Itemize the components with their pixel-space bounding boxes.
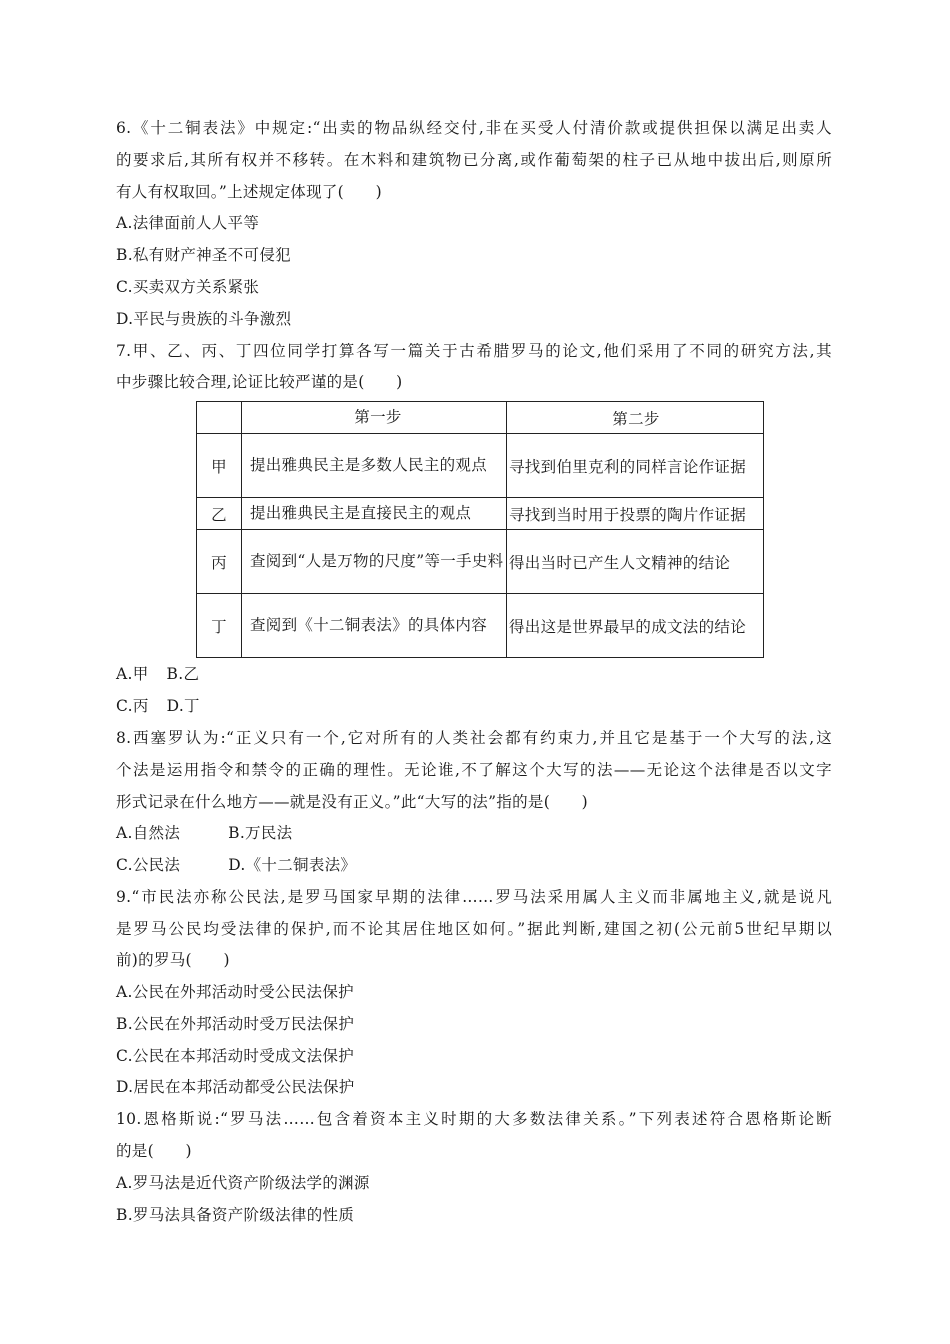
research-methods-table: [196, 401, 764, 658]
table-header-step2: 第二步: [507, 402, 764, 434]
row-student-name: 甲: [197, 434, 242, 498]
q7-option-a: A.甲: [116, 665, 149, 683]
row-step2: 得出当时已产生人文精神的结论: [507, 530, 764, 594]
row-step1: 查阅到《十二铜表法》的具体内容: [242, 594, 507, 658]
table-header-step1: 第一步: [242, 402, 507, 434]
row-step1: 提出雅典民主是直接民主的观点: [242, 498, 507, 530]
q8-stem-line-2: 个法是运用指令和禁令的正确的理性。无论谁,不了解这个大写的法——无论这个法律是否以文字: [116, 761, 832, 779]
row-step2: 寻找到当时用于投票的陶片作证据: [507, 498, 764, 530]
q10-stem-line-1: 10.恩格斯说:“罗马法……包含着资本主义时期的大多数法律关系。”下列表述符合恩格斯论断: [116, 1110, 832, 1128]
q9-stem-line-2: 是罗马公民均受法律的保护,而不论其居住地区如何。”据此判断,建国之初(公元前5世纪早期以: [116, 920, 832, 938]
q8-stem-line-1: 8.西塞罗认为:“正义只有一个,它对所有的人类社会都有约束力,并且它是基于一个大写的法,这: [116, 729, 832, 747]
q6-stem-line-2: 的要求后,其所有权并不移转。在木料和建筑物已分离,或作葡萄架的柱子已从地中拔出后,则原所: [116, 151, 832, 169]
q8-option-a: A.自然法: [116, 824, 181, 842]
q8-options-row-2: [116, 855, 356, 875]
q9-option-a: A.公民在外邦活动时受公民法保护: [116, 983, 354, 1001]
q7-option-b: B.乙: [166, 665, 200, 683]
row-student-name: 丁: [197, 594, 242, 658]
q8-option-b: B.万民法: [228, 824, 293, 842]
q9-option-d: D.居民在本邦活动都受公民法保护: [116, 1078, 355, 1096]
q6-stem-line-3: 有人有权取回。”上述规定体现了( ): [116, 183, 382, 201]
table-row: [197, 594, 764, 658]
table-row: [197, 498, 764, 530]
q6-option-d: D.平民与贵族的斗争激烈: [116, 310, 292, 328]
q10-stem-line-2: 的是( ): [116, 1142, 192, 1160]
row-student-name: 乙: [197, 498, 242, 530]
table-header-row: [197, 402, 764, 434]
q9-stem-line-1: 9.“市民法亦称公民法,是罗马国家早期的法律……罗马法采用属人主义而非属地主义,就是说凡: [116, 888, 832, 906]
q7-option-d: D.丁: [166, 697, 200, 715]
q6-stem-line-1: 6.《十二铜表法》中规定:“出卖的物品纵经交付,非在买受人付清价款或提供担保以满足出卖人: [116, 119, 832, 137]
row-step1: 提出雅典民主是多数人民主的观点: [242, 434, 507, 498]
q10-option-b: B.罗马法具备资产阶级法律的性质: [116, 1206, 355, 1224]
q10-option-a: A.罗马法是近代资产阶级法学的渊源: [116, 1174, 370, 1192]
q8-stem-line-3: 形式记录在什么地方——就是没有正义。”此“大写的法”指的是( ): [116, 793, 589, 811]
q6-option-a: A.法律面前人人平等: [116, 214, 260, 232]
q8-option-d: D.《十二铜表法》: [228, 856, 357, 874]
q8-option-c: C.公民法: [116, 856, 181, 874]
row-step2: 寻找到伯里克利的同样言论作证据: [507, 434, 764, 498]
q7-stem-line-1: 7.甲、乙、丙、丁四位同学打算各写一篇关于古希腊罗马的论文,他们采用了不同的研究方法,其: [116, 342, 832, 360]
q8-options-row-1: [116, 823, 292, 843]
table-row: [197, 434, 764, 498]
row-step2: 得出这是世界最早的成文法的结论: [507, 594, 764, 658]
q6-option-c: C.买卖双方关系紧张: [116, 278, 260, 296]
q9-option-c: C.公民在本邦活动时受成文法保护: [116, 1047, 355, 1065]
q7-options-row-1: [116, 664, 199, 684]
q7-option-c: C.丙: [116, 697, 149, 715]
q6-option-b: B.私有财产神圣不可侵犯: [116, 246, 291, 264]
row-student-name: 丙: [197, 530, 242, 594]
table-header-corner: [197, 402, 242, 434]
q9-option-b: B.公民在外邦活动时受万民法保护: [116, 1015, 355, 1033]
q9-stem-line-3: 前)的罗马( ): [116, 951, 230, 969]
q7-options-row-2: [116, 696, 200, 716]
table-row: [197, 530, 764, 594]
q7-stem-line-2: 中步骤比较合理,论证比较严谨的是( ): [116, 373, 403, 391]
row-step1: 查阅到“人是万物的尺度”等一手史料: [242, 530, 507, 594]
